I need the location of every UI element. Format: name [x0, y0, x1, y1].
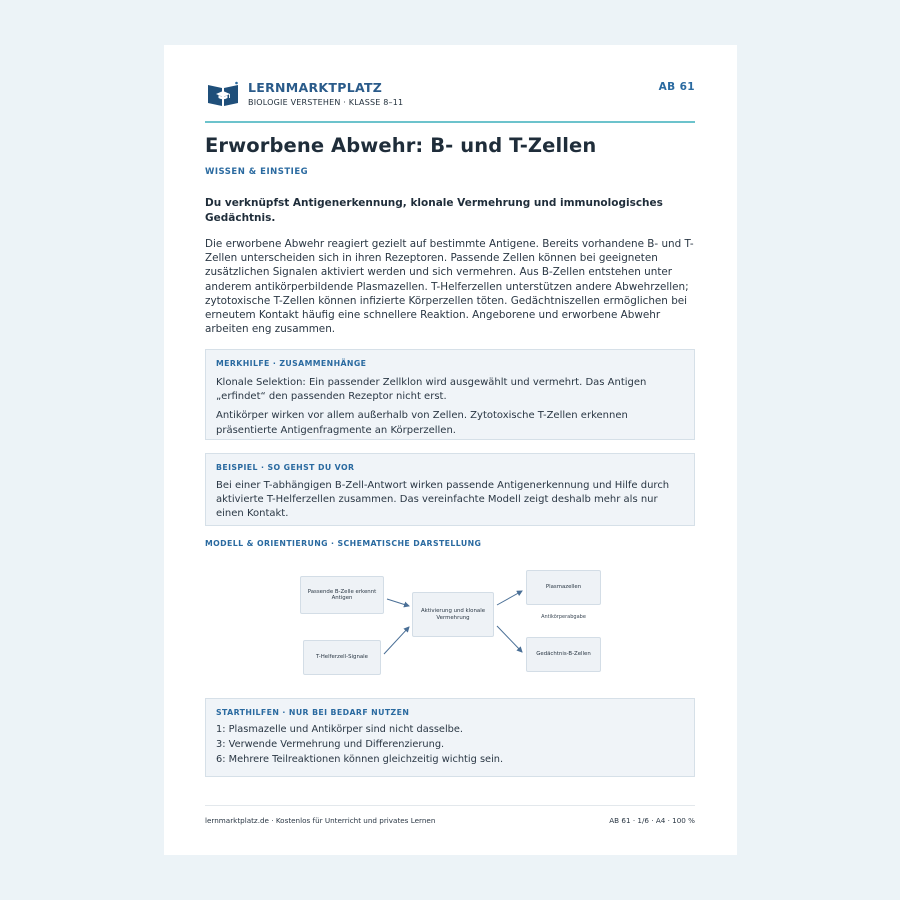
merkhilfe-paragraph: Antikörper wirken vor allem außerhalb von Zellen. Zytotoxische T-Zellen erkennen präsentierte Antigenfragmente an Körperzellen. [216, 410, 628, 436]
intro-text: Die erworbene Abwehr reagiert gezielt auf bestimmte Antigene. Bereits vorhandene B- und T-Zellen unterscheiden sich in ihren Rezeptoren. Passende Zellen können bei geeigneten zusätzlichen Signalen aktiviert werden und sich vermehren. Aus B-Zellen entstehen unter anderem antikörperbildende Plasmazellen. T-Helferzellen unterstützen andere Abwehrzellen; zytotoxische T-Zellen können infizierte Körperzellen töten. Gedächtniszellen ermöglichen bei erneutem Kontakt häufig eine schnellere Reaktion. Angeborene und erworbene Abwehr arbeiten eng zusammen. [205, 238, 694, 336]
arrow-activation-to-plasma [497, 591, 522, 605]
footer-page-info: AB 61 · 1/6 · A4 · 100 % [609, 816, 695, 825]
book-graduation-cap-icon [207, 81, 239, 107]
node-t-helper-signals: T-Helferzell-Signale [303, 640, 381, 675]
footer-divider [205, 805, 695, 806]
footer-source: lernmarktplatz.de · Kostenlos für Unterricht und privates Lernen [205, 816, 436, 825]
node-b-cell: Passende B-Zelle erkennt Antigen [300, 576, 384, 614]
brand-name: LERNMARKTPLATZ [248, 80, 383, 95]
schematic-diagram [298, 568, 603, 678]
hint-item: 1: Plasmazelle und Antikörper sind nicht dasselbe. [216, 724, 464, 735]
arrow-bcell-to-activation [387, 599, 409, 606]
page-title: Erworbene Abwehr: B- und T-Zellen [205, 134, 597, 157]
diagram-title: MODELL & ORIENTIERUNG · SCHEMATISCHE DARSTELLUNG [205, 539, 482, 548]
arrow-activation-to-memory [497, 626, 522, 652]
node-memory-b-cells: Gedächtnis-B-Zellen [526, 637, 601, 672]
arrow-thelper-to-activation [384, 627, 409, 654]
beispiel-title: BEISPIEL · SO GEHST DU VOR [216, 463, 355, 472]
node-plasma-cells: Plasmazellen [526, 570, 601, 605]
header [205, 80, 695, 122]
hint-item: 3: Verwende Vermehrung und Differenzierung. [216, 739, 445, 750]
hint-item: 6: Mehrere Teilreaktionen können gleichzeitig wichtig sein. [216, 754, 504, 765]
brand-subtitle: BIOLOGIE VERSTEHEN · KLASSE 8–11 [248, 98, 404, 107]
node-activation: Aktivierung und klonale Vermehrung [412, 592, 494, 637]
starthilfen-box [205, 698, 695, 777]
header-divider [205, 121, 695, 123]
section-kicker: WISSEN & EINSTIEG [205, 167, 309, 177]
beispiel-box [205, 453, 695, 526]
merkhilfe-title: MERKHILFE · ZUSAMMENHÄNGE [216, 359, 367, 368]
merkhilfe-box [205, 349, 695, 440]
beispiel-paragraph: Bei einer T-abhängigen B-Zell-Antwort wirken passende Antigenerkennung und Hilfe durch aktivierte T-Helferzellen zusammen. Das vereinfachte Modell zeigt deshalb mehr als nur einen Kontakt. [216, 480, 670, 520]
edge-label-antibody: Antikörperabgabe [541, 614, 586, 620]
worksheet-page [164, 45, 737, 855]
starthilfen-title: STARTHILFEN · NUR BEI BEDARF NUTZEN [216, 708, 410, 717]
sheet-code: AB 61 [658, 81, 695, 93]
merkhilfe-paragraph: Klonale Selektion: Ein passender Zellklon wird ausgewählt und vermehrt. Das Antigen „erfindet“ den passenden Rezeptor nicht erst. [216, 377, 647, 403]
learning-goal: Du verknüpfst Antigenerkennung, klonale Vermehrung und immunologisches Gedächtnis. [205, 197, 663, 224]
